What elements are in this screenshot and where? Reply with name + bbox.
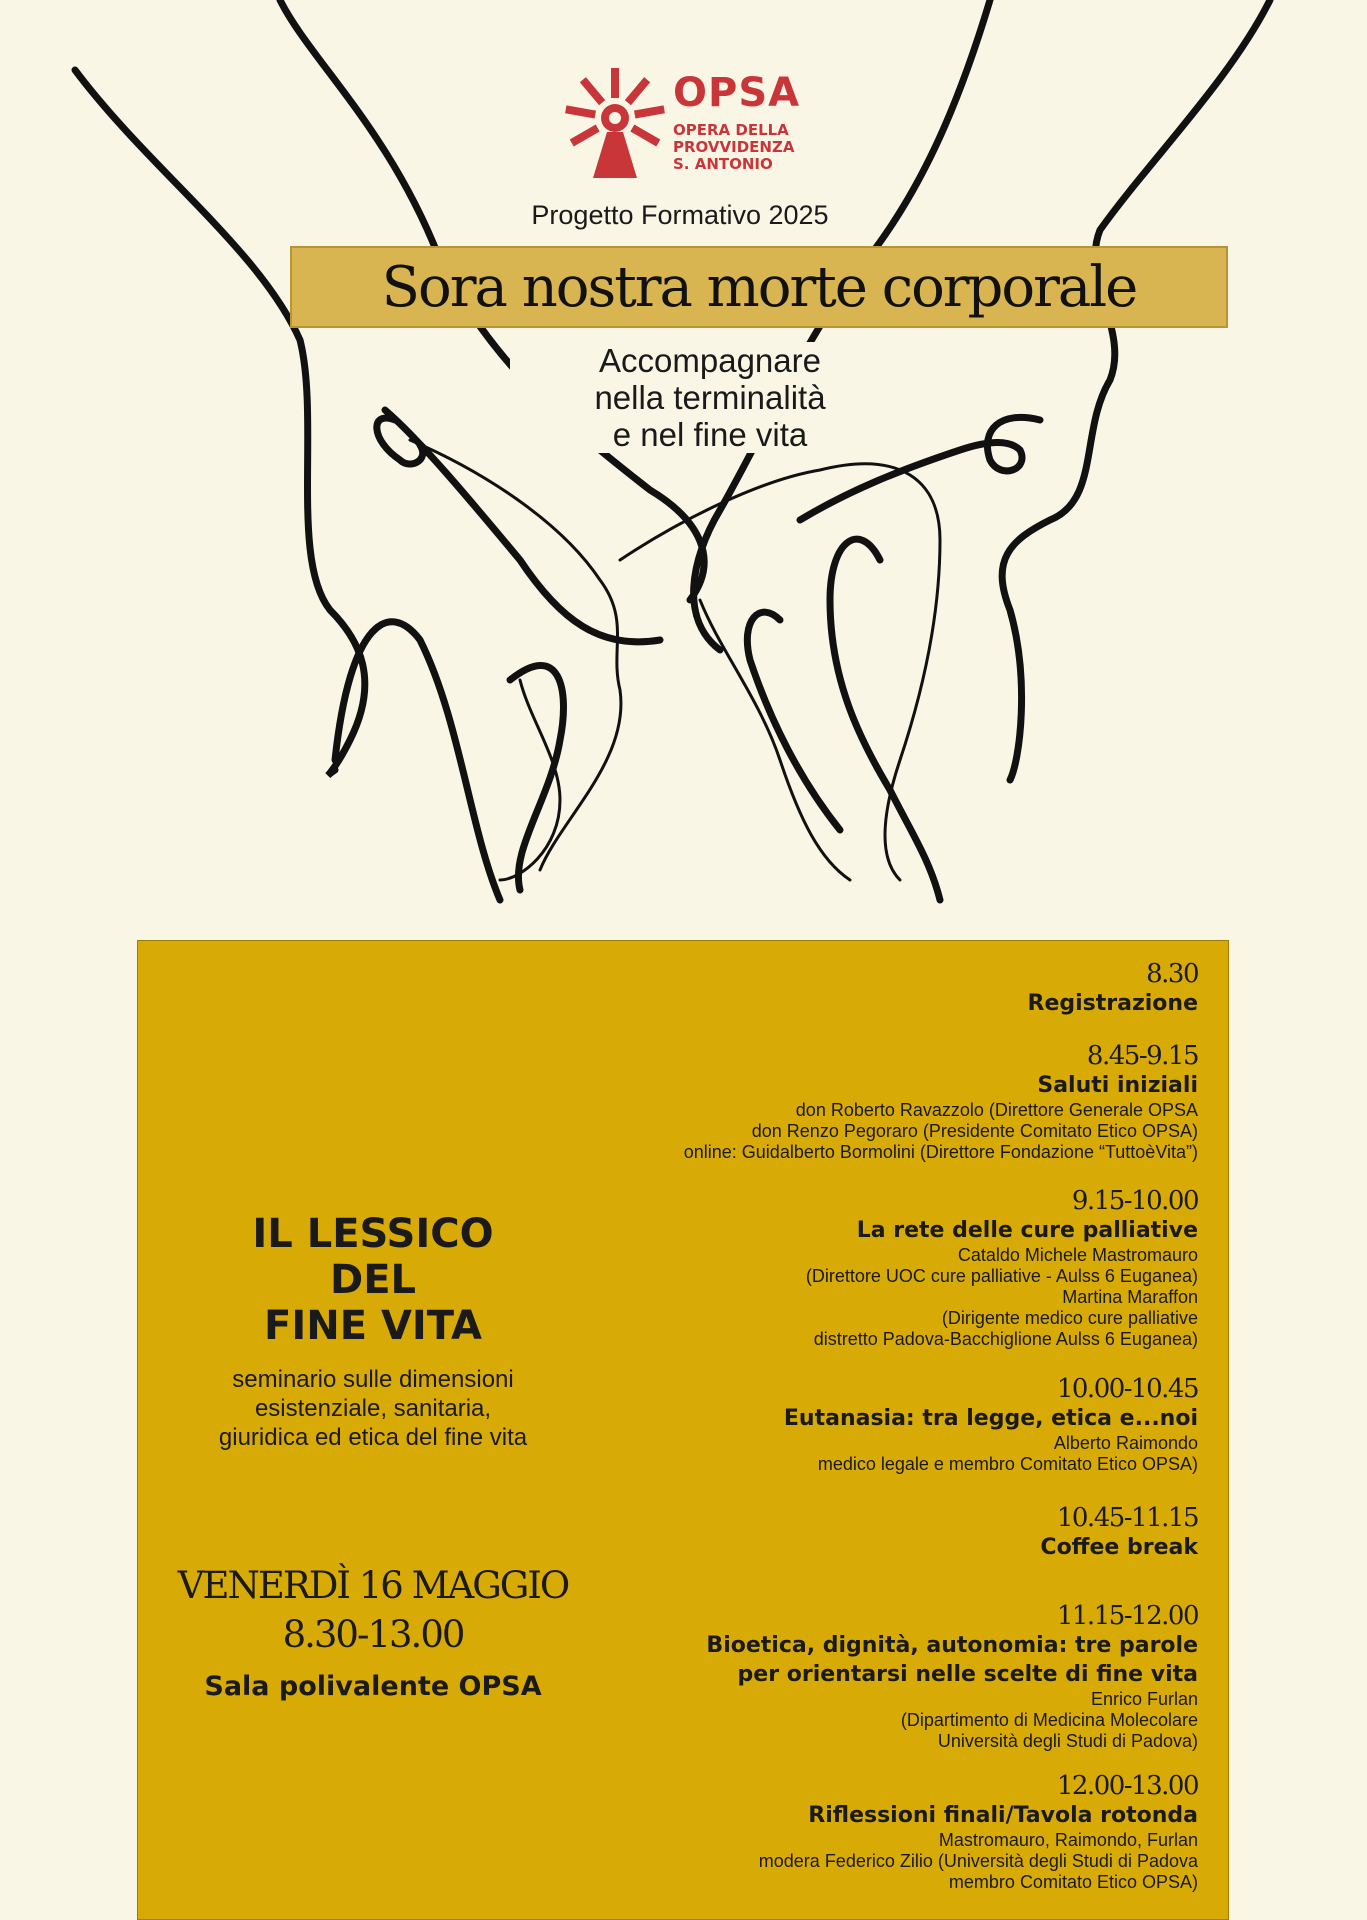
program-panel [137, 940, 1229, 1920]
logo-subtitle-line: S. ANTONIO [673, 155, 773, 173]
event-date: VENERDÌ 16 MAGGIO [177, 1564, 569, 1607]
schedule-detail: don Renzo Pegoraro (Presidente Comitato Etico OPSA) [751, 1121, 1198, 1141]
main-title: Sora nostra morte corporale [381, 254, 1137, 320]
logo-subtitle-line: PROVVIDENZA [673, 138, 795, 156]
logo-brand: OPSA [673, 70, 801, 116]
schedule-time: 8.30 [1146, 959, 1198, 989]
subtitle-line: Accompagnare [510, 342, 910, 379]
schedule-title: Registrazione [1027, 991, 1198, 1016]
schedule-title: Riflessioni finali/Tavola rotonda [808, 1803, 1198, 1828]
schedule-time: 10.00-10.45 [1056, 1374, 1198, 1404]
schedule-detail: (Dirigente medico cure palliative [941, 1308, 1198, 1328]
schedule-detail: Enrico Furlan [1090, 1689, 1198, 1709]
subtitle-line: e nel fine vita [510, 416, 910, 453]
event-title-line: FINE VITA [264, 1303, 482, 1349]
schedule-time: 9.15-10.00 [1071, 1186, 1198, 1216]
event-description-line: giuridica ed etica del fine vita [218, 1424, 528, 1451]
schedule-detail: (Dipartimento di Medicina Molecolare [900, 1710, 1198, 1730]
schedule-detail: distretto Padova-Bacchiglione Aulss 6 Euganea) [813, 1329, 1198, 1349]
event-location: Sala polivalente OPSA [204, 1671, 542, 1702]
schedule-item [478, 1503, 1198, 1562]
schedule-item [478, 1374, 1198, 1475]
logo-subtitle-line: OPERA DELLA [673, 121, 789, 139]
schedule-title: Saluti iniziali [1037, 1073, 1198, 1098]
schedule-detail: membro Comitato Etico OPSA) [948, 1872, 1198, 1892]
schedule-detail: (Direttore UOC cure palliative - Aulss 6 Euganea) [805, 1266, 1198, 1286]
schedule-title: La rete delle cure palliative [856, 1218, 1198, 1243]
schedule-detail: modera Federico Zilio (Università degli Studi di Padova [758, 1851, 1198, 1871]
event-title-line: IL LESSICO [252, 1211, 494, 1257]
schedule-item [478, 1601, 1198, 1752]
schedule-detail: medico legale e membro Comitato Etico OPSA) [817, 1454, 1198, 1474]
schedule-title: per orientarsi nelle scelte di fine vita [737, 1662, 1198, 1687]
schedule-time: 12.00-13.00 [1056, 1771, 1198, 1801]
schedule-title: Eutanasia: tra legge, etica e...noi [783, 1406, 1198, 1431]
opsa-logo [565, 68, 815, 180]
schedule-detail: Martina Maraffon [1062, 1287, 1198, 1307]
schedule-item [478, 959, 1198, 1018]
sunburst-icon [565, 68, 665, 180]
event-time: 8.30-13.00 [282, 1613, 464, 1656]
schedule-detail: don Roberto Ravazzolo (Direttore Generale OPSA [795, 1100, 1198, 1120]
subtitle-line: nella terminalità [510, 379, 910, 416]
subtitle [510, 342, 910, 453]
schedule-title: Coffee break [1040, 1535, 1198, 1560]
schedule-item [478, 1186, 1198, 1350]
event-description-line: seminario sulle dimensioni [232, 1366, 514, 1393]
schedule-item [478, 1041, 1198, 1163]
schedule-detail: online: Guidalberto Bormolini (Direttore Fondazione “TuttoèVita”) [683, 1142, 1198, 1162]
schedule-title: Bioetica, dignità, autonomia: tre parole [706, 1633, 1198, 1658]
schedule-time: 10.45-11.15 [1056, 1503, 1198, 1533]
schedule-time: 8.45-9.15 [1086, 1041, 1198, 1071]
schedule-item [478, 1771, 1198, 1893]
schedule-detail: Università degli Studi di Padova) [937, 1731, 1198, 1751]
logo-subtitle [673, 122, 794, 173]
schedule-detail: Alberto Raimondo [1053, 1433, 1198, 1453]
title-band [290, 246, 1228, 328]
event-description-line: esistenziale, sanitaria, [254, 1395, 492, 1422]
schedule-detail: Cataldo Michele Mastromauro [957, 1245, 1198, 1265]
schedule-detail: Mastromauro, Raimondo, Furlan [938, 1830, 1198, 1850]
schedule-time: 11.15-12.00 [1056, 1601, 1198, 1631]
event-title-line: DEL [329, 1257, 416, 1303]
project-label: Progetto Formativo 2025 [480, 200, 880, 231]
